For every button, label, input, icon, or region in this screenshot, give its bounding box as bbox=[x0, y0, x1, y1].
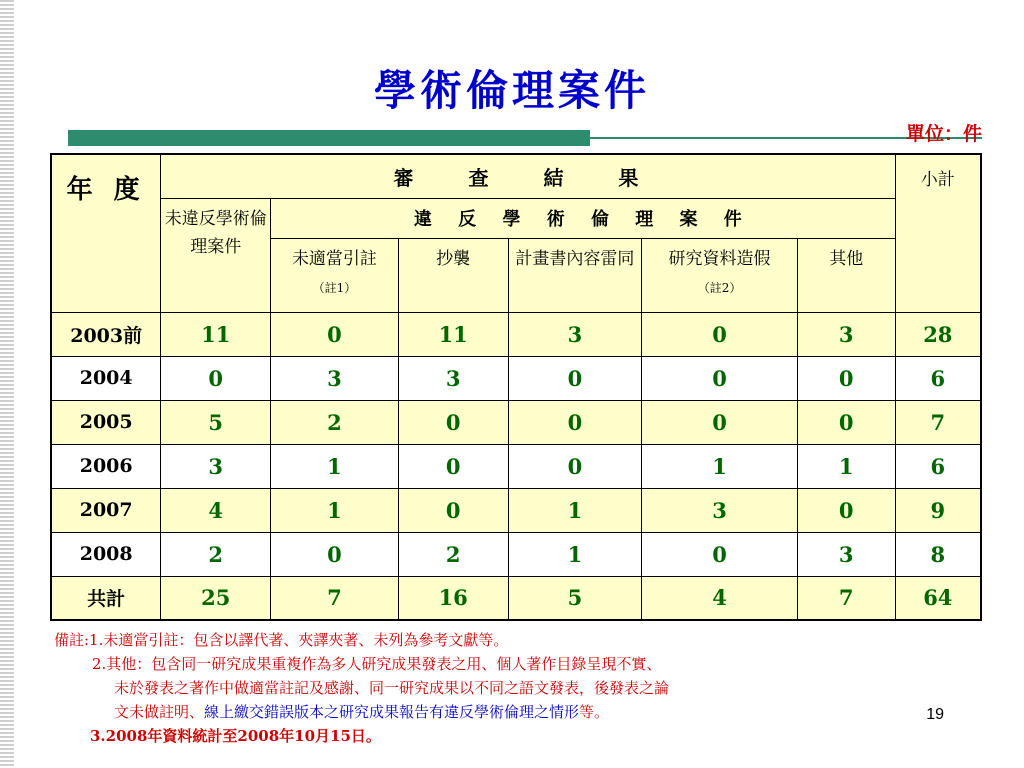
header-non-violation: 未違反學術倫理案件 bbox=[161, 198, 271, 312]
note-line-4 bbox=[54, 700, 874, 724]
cell-subtotal: 28 bbox=[895, 312, 981, 356]
row-year: 2003前 bbox=[51, 312, 161, 356]
unit-label: 單位：件 bbox=[905, 123, 982, 145]
cell-value: 1 bbox=[271, 444, 399, 488]
header-violation: 違 反 學 術 倫 理 案 件 bbox=[271, 198, 896, 238]
header-plagiarism: 抄襲 bbox=[398, 238, 508, 312]
footnotes bbox=[54, 628, 874, 748]
cell-value: 0 bbox=[271, 532, 399, 576]
cell-value: 3 bbox=[797, 532, 895, 576]
note-line-3: 未於發表之著作中做適當註記及感謝、同一研究成果以不同之語文發表，後發表之論 bbox=[114, 679, 670, 697]
note-line-2: 2.其他：包含同一研究成果重複作為多人研究成果發表之用、個人著作目錄呈現不實、 bbox=[92, 655, 662, 673]
cell-value: 11 bbox=[398, 312, 508, 356]
cell-value: 0 bbox=[797, 356, 895, 400]
cell-value: 3 bbox=[398, 356, 508, 400]
slide-title: 學術倫理案件 bbox=[373, 66, 650, 115]
cell-value: 3 bbox=[508, 312, 642, 356]
note-line-4-highlight: 線上繳交錯誤版本之研究成果報告有違反學術倫理之情形 bbox=[204, 703, 580, 721]
cell-value: 0 bbox=[508, 356, 642, 400]
cell-value: 2 bbox=[271, 400, 399, 444]
row-year: 2004 bbox=[51, 356, 161, 400]
cell-subtotal: 6 bbox=[895, 444, 981, 488]
cell-value: 3 bbox=[642, 488, 798, 532]
cell-subtotal: 8 bbox=[895, 532, 981, 576]
cell-subtotal: 6 bbox=[895, 356, 981, 400]
cell-total: 25 bbox=[161, 576, 271, 620]
note-line-4-start: 文未做註明、 bbox=[114, 703, 205, 721]
row-year: 2005 bbox=[51, 400, 161, 444]
cell-value: 1 bbox=[797, 444, 895, 488]
cell-value: 0 bbox=[642, 356, 798, 400]
note-line-4-end: 等。 bbox=[579, 703, 610, 721]
cell-total: 16 bbox=[398, 576, 508, 620]
cell-value: 0 bbox=[508, 444, 642, 488]
cell-subtotal: 7 bbox=[895, 400, 981, 444]
cell-total: 7 bbox=[271, 576, 399, 620]
header-improper-citation bbox=[271, 238, 399, 312]
cell-value: 3 bbox=[161, 444, 271, 488]
cell-value: 11 bbox=[161, 312, 271, 356]
cell-value: 0 bbox=[271, 312, 399, 356]
cell-value: 0 bbox=[508, 400, 642, 444]
improper-cite-note: （註1） bbox=[312, 280, 357, 295]
title-underline-bar bbox=[68, 130, 590, 146]
header-fabrication bbox=[642, 238, 798, 312]
cell-value: 0 bbox=[398, 488, 508, 532]
header-year: 年 度 bbox=[51, 154, 161, 312]
cell-value: 0 bbox=[398, 444, 508, 488]
cases-table bbox=[50, 153, 982, 621]
cell-value: 0 bbox=[642, 532, 798, 576]
cell-total: 7 bbox=[797, 576, 895, 620]
cell-value: 1 bbox=[508, 488, 642, 532]
cell-value: 3 bbox=[271, 356, 399, 400]
cell-value: 0 bbox=[642, 312, 798, 356]
cell-subtotal: 9 bbox=[895, 488, 981, 532]
header-duplicate-plan: 計畫書內容雷同 bbox=[508, 238, 642, 312]
header-other: 其他 bbox=[797, 238, 895, 312]
note-line-1: 備註:1.未適當引註：包含以譯代著、夾譯夾著、未列為參考文獻等。 bbox=[54, 631, 509, 649]
row-year: 2007 bbox=[51, 488, 161, 532]
fabrication-note: （註2） bbox=[697, 280, 742, 295]
cell-total: 4 bbox=[642, 576, 798, 620]
cell-grand-total: 64 bbox=[895, 576, 981, 620]
cell-value: 1 bbox=[508, 532, 642, 576]
header-review-result: 審 查 結 果 bbox=[161, 154, 895, 198]
cell-value: 1 bbox=[642, 444, 798, 488]
cell-value: 2 bbox=[398, 532, 508, 576]
cell-value: 0 bbox=[797, 400, 895, 444]
cell-value: 3 bbox=[797, 312, 895, 356]
header-subtotal: 小計 bbox=[895, 154, 981, 312]
improper-cite-label: 未適當引註 bbox=[291, 248, 377, 269]
cell-value: 0 bbox=[797, 488, 895, 532]
fabrication-label: 研究資料造假 bbox=[668, 248, 771, 269]
cell-value: 0 bbox=[161, 356, 271, 400]
row-year: 2006 bbox=[51, 444, 161, 488]
cell-value: 2 bbox=[161, 532, 271, 576]
cell-value: 0 bbox=[398, 400, 508, 444]
page-number: 19 bbox=[926, 706, 944, 723]
row-year: 2008 bbox=[51, 532, 161, 576]
note-line-5: 3.2008年資料統計至2008年10月15日。 bbox=[90, 727, 381, 745]
row-total-label: 共計 bbox=[51, 576, 161, 620]
cell-value: 1 bbox=[271, 488, 399, 532]
cell-total: 5 bbox=[508, 576, 642, 620]
cell-value: 4 bbox=[161, 488, 271, 532]
cell-value: 5 bbox=[161, 400, 271, 444]
cell-value: 0 bbox=[642, 400, 798, 444]
